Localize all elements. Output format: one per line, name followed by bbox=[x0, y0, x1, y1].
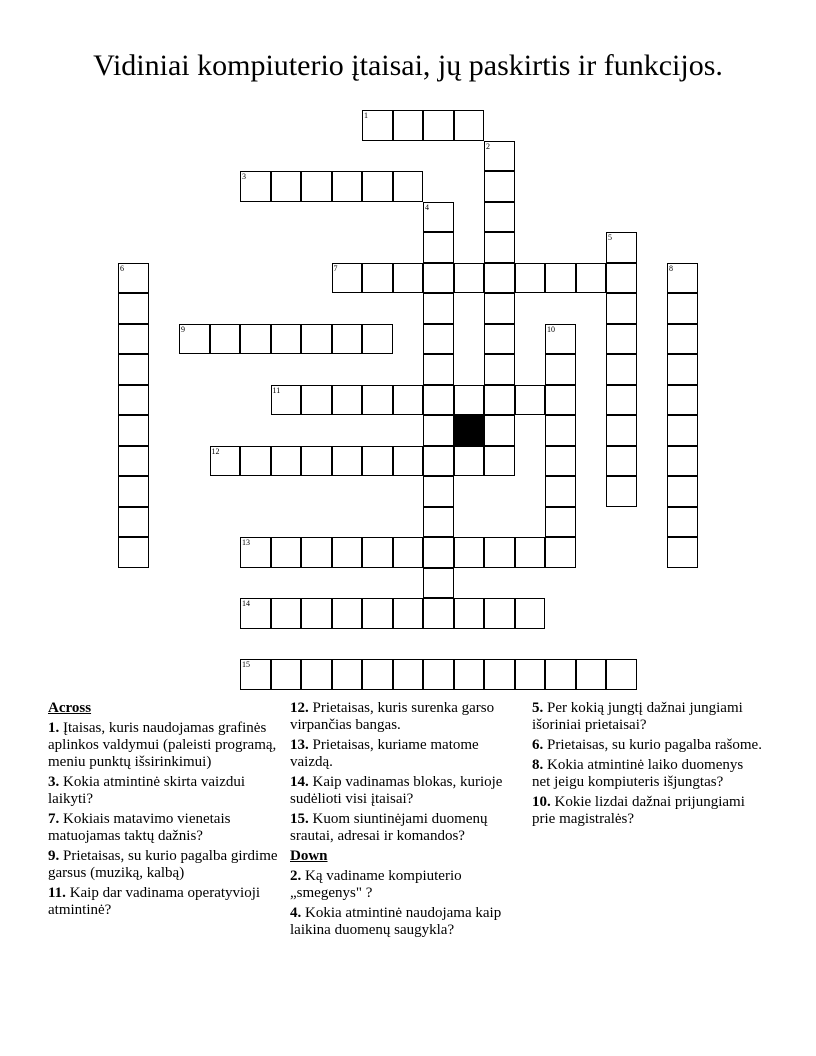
grid-cell[interactable] bbox=[606, 415, 637, 446]
grid-cell[interactable] bbox=[484, 446, 515, 477]
grid-cell[interactable] bbox=[271, 385, 302, 416]
grid-cell[interactable] bbox=[423, 537, 454, 568]
grid-cell[interactable] bbox=[271, 659, 302, 690]
grid-cell[interactable] bbox=[118, 354, 149, 385]
clue-number: 4 bbox=[425, 202, 429, 212]
grid-cell[interactable] bbox=[423, 232, 454, 263]
grid-cell[interactable] bbox=[179, 324, 210, 355]
grid-cell[interactable] bbox=[240, 659, 271, 690]
grid-cell[interactable] bbox=[332, 446, 363, 477]
grid-cell[interactable] bbox=[423, 385, 454, 416]
grid-cell[interactable] bbox=[606, 232, 637, 263]
grid-cell[interactable] bbox=[423, 293, 454, 324]
grid-cell[interactable] bbox=[240, 171, 271, 202]
grid-cell[interactable] bbox=[454, 537, 485, 568]
clue-number: 3 bbox=[242, 172, 246, 181]
grid-cell[interactable] bbox=[667, 415, 698, 446]
grid-cell[interactable] bbox=[515, 263, 546, 294]
grid-cell[interactable] bbox=[301, 659, 332, 690]
grid-cell[interactable] bbox=[301, 324, 332, 355]
grid-cell[interactable] bbox=[332, 598, 363, 629]
grid-cell[interactable] bbox=[667, 507, 698, 538]
grid-cell[interactable] bbox=[271, 537, 302, 568]
clue-number: 13 bbox=[242, 538, 250, 547]
grid-cell[interactable] bbox=[545, 263, 576, 294]
grid-cell[interactable] bbox=[393, 537, 424, 568]
clue-number: 2 bbox=[486, 141, 490, 151]
grid-cell[interactable] bbox=[606, 354, 637, 385]
grid-cell[interactable] bbox=[393, 263, 424, 294]
grid-cell[interactable] bbox=[667, 263, 698, 294]
clue-number: 12 bbox=[211, 446, 220, 456]
clue-number: 14 bbox=[242, 599, 250, 608]
grid-cell[interactable] bbox=[332, 537, 363, 568]
grid-cell[interactable] bbox=[423, 354, 454, 385]
grid-cell[interactable] bbox=[484, 324, 515, 355]
clue-down-2: 2. Ką vadiname kompiuterio „smegenys" ? bbox=[290, 868, 462, 901]
grid-cell[interactable] bbox=[362, 385, 393, 416]
grid-cell[interactable] bbox=[606, 659, 637, 690]
grid-cell[interactable] bbox=[515, 385, 546, 416]
clues-column-1 bbox=[48, 700, 288, 922]
clue-across-1: 1. Įtaisas, kuris naudojamas grafinės aplinkos valdymui (paleisti programą, meniu punktų išsirinkimui) bbox=[48, 720, 277, 770]
clue-number: 5 bbox=[608, 233, 612, 242]
grid-cell[interactable] bbox=[484, 385, 515, 416]
grid-cell[interactable] bbox=[362, 110, 393, 141]
clue-down-10: 10. Kokie lizdai dažnai prijungiami prie magistralės? bbox=[532, 794, 745, 827]
grid-cell[interactable] bbox=[545, 537, 576, 568]
down-heading: Down bbox=[290, 848, 328, 864]
grid-cell[interactable] bbox=[454, 263, 485, 294]
grid-cell[interactable] bbox=[606, 385, 637, 416]
grid-cell[interactable] bbox=[606, 263, 637, 294]
grid-cell[interactable] bbox=[332, 385, 363, 416]
clue-number: 15 bbox=[242, 660, 250, 669]
clue-across-11: 11. Kaip dar vadinama operatyvioji atmintinė? bbox=[48, 885, 261, 918]
grid-cell[interactable] bbox=[667, 446, 698, 477]
grid-cell[interactable] bbox=[332, 171, 363, 202]
grid-cell[interactable] bbox=[301, 385, 332, 416]
grid-cell[interactable] bbox=[545, 659, 576, 690]
clue-across-15: 15. Kuom siuntinėjami duomenų srautai, adresai ir komandos? bbox=[290, 811, 488, 844]
grid-cell[interactable] bbox=[271, 446, 302, 477]
clue-across-3: 3. Kokia atmintinė skirta vaizdui laikyti? bbox=[48, 774, 246, 807]
grid-cell[interactable] bbox=[332, 659, 363, 690]
grid-cell[interactable] bbox=[606, 446, 637, 477]
clue-across-9: 9. Prietaisas, su kurio pagalba girdime garsus (muziką, kalbą) bbox=[48, 848, 278, 881]
clue-number: 6 bbox=[120, 263, 124, 273]
grid-cell[interactable] bbox=[545, 507, 576, 538]
clue-number: 10 bbox=[547, 324, 555, 334]
grid-cell[interactable] bbox=[454, 385, 485, 416]
grid-cell[interactable] bbox=[332, 324, 363, 355]
grid-cell[interactable] bbox=[332, 263, 363, 294]
grid-cell[interactable] bbox=[454, 446, 485, 477]
grid-cell[interactable] bbox=[484, 537, 515, 568]
grid-cell[interactable] bbox=[362, 598, 393, 629]
grid-cell[interactable] bbox=[545, 385, 576, 416]
grid-cell[interactable] bbox=[576, 263, 607, 294]
grid-cell[interactable] bbox=[362, 324, 393, 355]
clue-across-13: 13. Prietaisas, kuriame matome vaizdą. bbox=[290, 737, 479, 770]
grid-cell[interactable] bbox=[393, 110, 424, 141]
grid-cell[interactable] bbox=[118, 507, 149, 538]
grid-cell[interactable] bbox=[454, 598, 485, 629]
grid-cell[interactable] bbox=[271, 324, 302, 355]
grid-cell[interactable] bbox=[606, 476, 637, 507]
grid-cell[interactable] bbox=[362, 171, 393, 202]
grid-cell[interactable] bbox=[393, 659, 424, 690]
blocked-cell bbox=[454, 415, 485, 446]
page-title: Vidiniai kompiuterio įtaisai, jų paskirtis ir funkcijos. bbox=[93, 49, 723, 82]
grid-cell[interactable] bbox=[118, 293, 149, 324]
clue-number: 1 bbox=[364, 111, 368, 120]
clues-column-3 bbox=[532, 700, 762, 831]
clue-number: 11 bbox=[272, 385, 281, 395]
grid-cell[interactable] bbox=[301, 537, 332, 568]
clue-number: 9 bbox=[181, 324, 185, 334]
grid-cell[interactable] bbox=[423, 415, 454, 446]
grid-cell[interactable] bbox=[667, 293, 698, 324]
grid-cell[interactable] bbox=[118, 324, 149, 355]
grid-cell[interactable] bbox=[301, 598, 332, 629]
grid-cell[interactable] bbox=[545, 324, 576, 355]
grid-cell[interactable] bbox=[240, 537, 271, 568]
grid-cell[interactable] bbox=[423, 324, 454, 355]
grid-cell[interactable] bbox=[362, 446, 393, 477]
grid-cell[interactable] bbox=[545, 446, 576, 477]
clue-down-5: 5. Per kokią jungtį dažnai jungiami išoriniai prietaisai? bbox=[532, 700, 743, 733]
clues-column-2 bbox=[290, 700, 518, 942]
grid-cell[interactable] bbox=[271, 171, 302, 202]
grid-cell[interactable] bbox=[240, 598, 271, 629]
grid-cell[interactable] bbox=[393, 385, 424, 416]
grid-cell[interactable] bbox=[484, 293, 515, 324]
grid-cell[interactable] bbox=[423, 598, 454, 629]
grid-cell[interactable] bbox=[606, 293, 637, 324]
grid-cell[interactable] bbox=[393, 446, 424, 477]
grid-cell[interactable] bbox=[362, 263, 393, 294]
grid-cell[interactable] bbox=[423, 476, 454, 507]
grid-cell[interactable] bbox=[118, 415, 149, 446]
grid-cell[interactable] bbox=[118, 446, 149, 477]
grid-cell[interactable] bbox=[667, 537, 698, 568]
clue-down-6: 6. Prietaisas, su kurio pagalba rašome. bbox=[532, 737, 762, 753]
grid-cell[interactable] bbox=[301, 171, 332, 202]
grid-cell[interactable] bbox=[118, 263, 149, 294]
grid-cell[interactable] bbox=[423, 263, 454, 294]
grid-cell[interactable] bbox=[484, 141, 515, 172]
grid-cell[interactable] bbox=[423, 659, 454, 690]
grid-cell[interactable] bbox=[545, 415, 576, 446]
grid-cell[interactable] bbox=[454, 659, 485, 690]
grid-cell[interactable] bbox=[484, 171, 515, 202]
grid-cell[interactable] bbox=[606, 324, 637, 355]
grid-cell[interactable] bbox=[118, 537, 149, 568]
clue-across-12: 12. Prietaisas, kuris surenka garso virpančias bangas. bbox=[290, 700, 495, 733]
grid-cell[interactable] bbox=[484, 415, 515, 446]
grid-cell[interactable] bbox=[393, 171, 424, 202]
grid-cell[interactable] bbox=[515, 659, 546, 690]
clue-down-4: 4. Kokia atmintinė naudojama kaip laikina duomenų saugykla? bbox=[290, 905, 502, 938]
grid-cell[interactable] bbox=[545, 476, 576, 507]
clue-number: 8 bbox=[669, 263, 673, 273]
grid-cell[interactable] bbox=[210, 324, 241, 355]
grid-cell[interactable] bbox=[667, 476, 698, 507]
grid-cell[interactable] bbox=[484, 232, 515, 263]
grid-cell[interactable] bbox=[484, 202, 515, 233]
grid-cell[interactable] bbox=[118, 385, 149, 416]
grid-cell[interactable] bbox=[667, 385, 698, 416]
grid-cell[interactable] bbox=[423, 446, 454, 477]
grid-cell[interactable] bbox=[271, 598, 302, 629]
clue-number: 7 bbox=[333, 263, 338, 273]
grid-cell[interactable] bbox=[423, 110, 454, 141]
grid-cell[interactable] bbox=[576, 659, 607, 690]
grid-cell[interactable] bbox=[362, 659, 393, 690]
grid-cell[interactable] bbox=[423, 568, 454, 599]
grid-cell[interactable] bbox=[515, 537, 546, 568]
across-heading: Across bbox=[48, 700, 92, 716]
grid-cell[interactable] bbox=[484, 659, 515, 690]
clue-across-7: 7. Kokiais matavimo vienetais matuojamas taktų dažnis? bbox=[48, 811, 231, 844]
grid-cell[interactable] bbox=[423, 507, 454, 538]
grid-cell[interactable] bbox=[423, 202, 454, 233]
grid-cell[interactable] bbox=[240, 324, 271, 355]
grid-cell[interactable] bbox=[667, 354, 698, 385]
clue-down-8: 8. Kokia atmintinė laiko duomenys net jeigu kompiuteris išjungtas? bbox=[532, 757, 744, 790]
clue-across-14: 14. Kaip vadinamas blokas, kurioje sudėlioti visi įtaisai? bbox=[290, 774, 503, 807]
grid-cell[interactable] bbox=[210, 446, 241, 477]
grid-cell[interactable] bbox=[484, 263, 515, 294]
grid-cell[interactable] bbox=[484, 598, 515, 629]
grid-cell[interactable] bbox=[454, 110, 485, 141]
grid-cell[interactable] bbox=[118, 476, 149, 507]
grid-cell[interactable] bbox=[484, 354, 515, 385]
grid-cell[interactable] bbox=[667, 324, 698, 355]
grid-cell[interactable] bbox=[240, 446, 271, 477]
grid-cell[interactable] bbox=[393, 598, 424, 629]
grid-cell[interactable] bbox=[545, 354, 576, 385]
grid-cell[interactable] bbox=[515, 598, 546, 629]
grid-cell[interactable] bbox=[301, 446, 332, 477]
grid-cell[interactable] bbox=[362, 537, 393, 568]
